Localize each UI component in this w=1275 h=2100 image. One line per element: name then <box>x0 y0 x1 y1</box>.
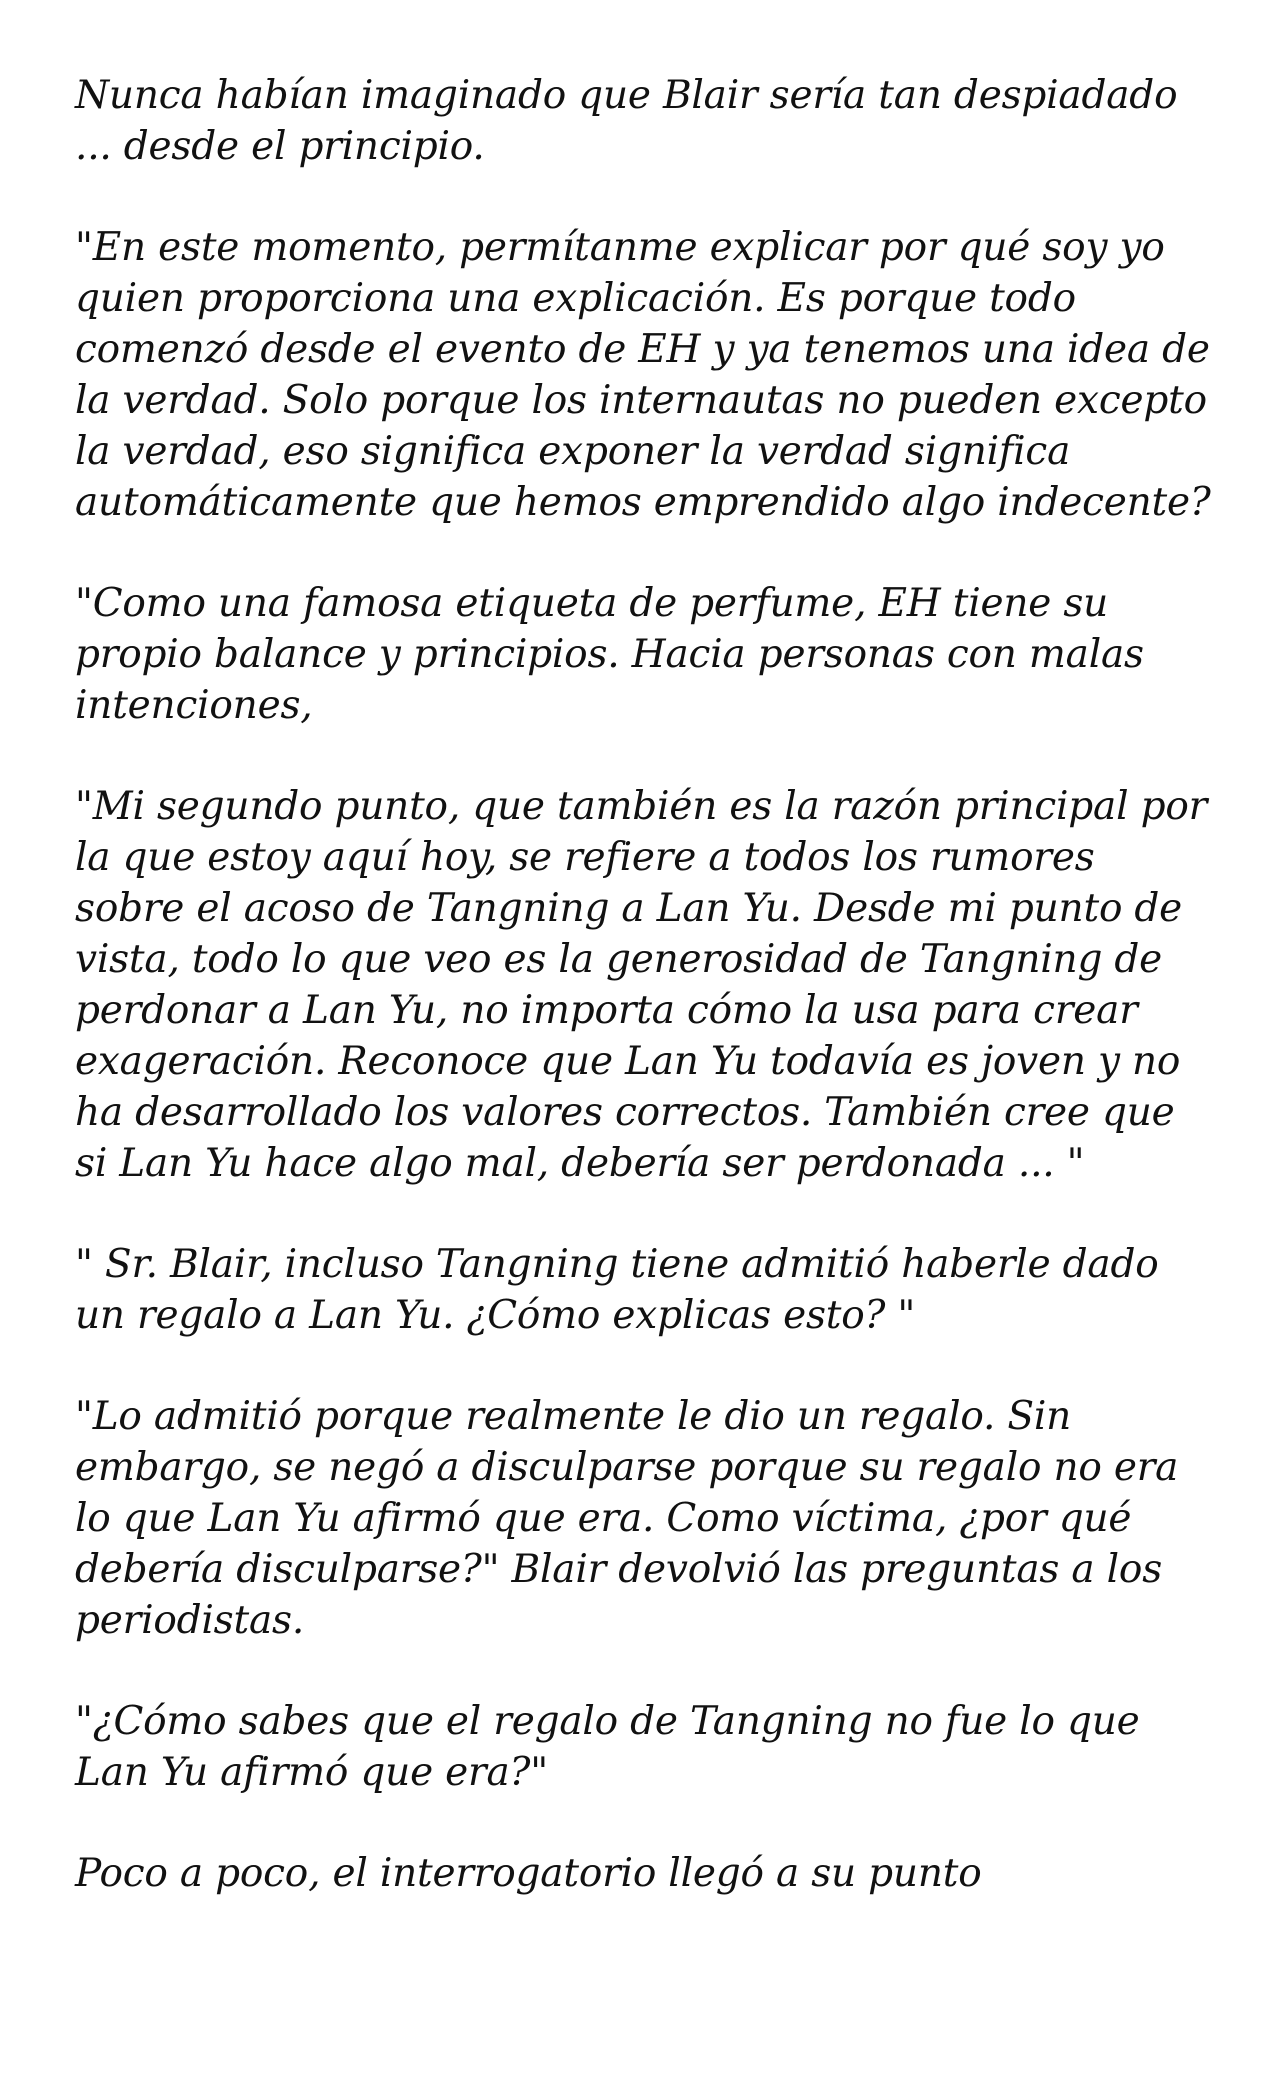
paragraph-8: Poco a poco, el interrogatorio llegó a su punto <box>75 1851 982 1896</box>
paragraph-2: "En este momento, permítanme explicar por qué soy yo quien proporciona una explicación. Es porque todo comenzó desde el evento de EH y ya tenemos una idea de la verdad. Solo porque los internautas no pueden excepto la verdad, eso significa exponer la verdad significa automáticamente que hemos emprendido algo indecente? <box>75 225 1211 525</box>
paragraph-1: Nunca habían imaginado que Blair sería tan despiadado ... desde el principio. <box>75 73 1178 169</box>
paragraph-3: "Como una famosa etiqueta de perfume, EH tiene su propio balance y principios. Hacia personas con malas intenciones, <box>75 581 1144 728</box>
paragraph-4: "Mi segundo punto, que también es la razón principal por la que estoy aquí hoy, se refiere a todos los rumores sobre el acoso de Tangning a Lan Yu. Desde mi punto de vista, todo lo que veo es la generosidad de Tangning de perdonar a Lan Yu, no importa cómo la usa para crear exageración. Reconoce que Lan Yu todavía es joven y no ha desarrollado los valores correctos. También cree que si Lan Yu hace algo mal, debería ser perdonada ... " <box>75 784 1208 1186</box>
paragraph-7: "¿Cómo sabes que el regalo de Tangning no fue lo que Lan Yu afirmó que era?" <box>75 1699 1140 1795</box>
paragraph-6: "Lo admitió porque realmente le dio un regalo. Sin embargo, se negó a disculparse porque su regalo no era lo que Lan Yu afirmó que era. Como víctima, ¿por qué debería disculparse?" Blair devolvió las preguntas a los periodistas. <box>75 1394 1179 1643</box>
paragraph-5: " Sr. Blair, incluso Tangning tiene admitió haberle dado un regalo a Lan Yu. ¿Cómo explicas esto? " <box>75 1242 1159 1338</box>
